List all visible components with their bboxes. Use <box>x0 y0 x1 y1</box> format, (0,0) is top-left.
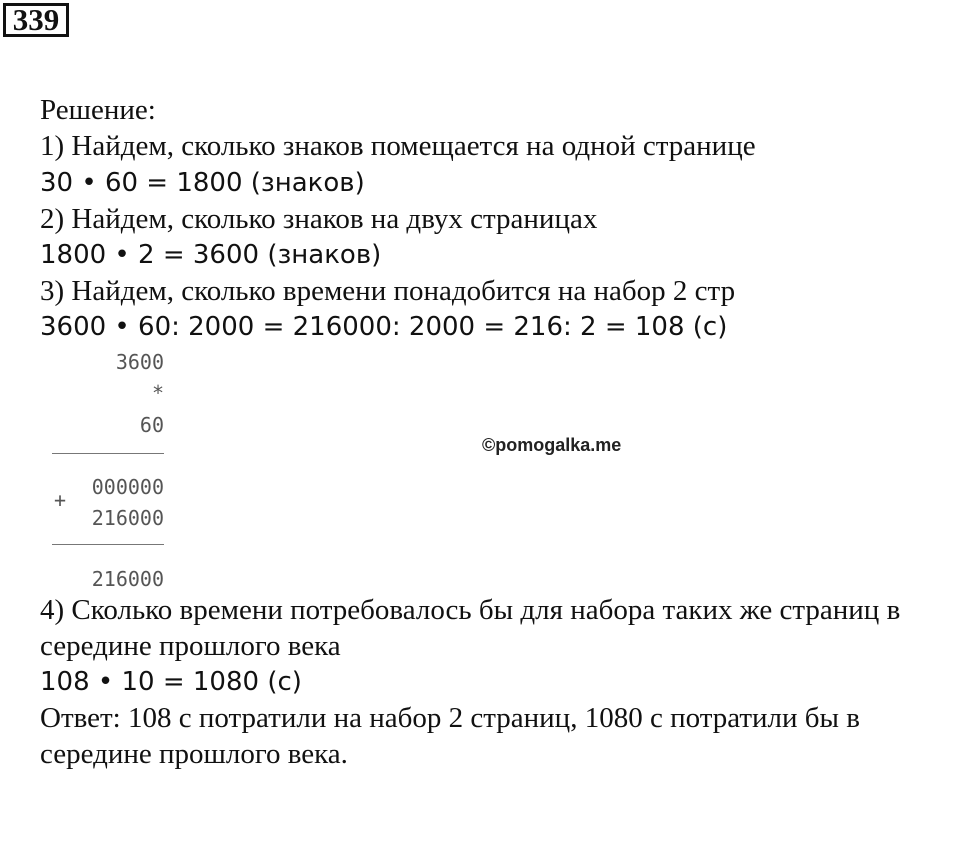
solution-heading: Решение: <box>40 94 156 126</box>
step3-text: 3) Найдем, сколько времени понадобится на набор 2 стр <box>40 275 736 307</box>
step2-calculation: 1800 • 2 = 3600 (знаков) <box>40 240 382 270</box>
multiply-operator: * <box>151 381 164 405</box>
partial-product-1: 000000 <box>91 475 164 499</box>
step4-calculation: 108 • 10 = 1080 (с) <box>40 667 302 697</box>
problem-number: 339 <box>3 3 69 37</box>
step1-calculation: 30 • 60 = 1800 (знаков) <box>40 168 365 198</box>
answer-text: Ответ: 108 с потратили на набор 2 страниц, 1080 с потратили бы в <box>40 702 860 734</box>
step4-text: 4) Сколько времени потребовалось бы для набора таких же страниц в <box>40 594 901 626</box>
multiplicand: 3600 <box>115 350 164 374</box>
column-rule-top <box>52 453 164 454</box>
watermark: ©pomogalka.me <box>482 435 622 455</box>
partial-product-2: 216000 <box>91 506 164 530</box>
multiplier: 60 <box>139 413 164 437</box>
step1-text: 1) Найдем, сколько знаков помещается на одной странице <box>40 130 756 162</box>
column-result: 216000 <box>91 567 164 591</box>
step4-text-continued: середине прошлого века <box>40 630 341 662</box>
column-rule-bottom <box>52 544 164 545</box>
step2-text: 2) Найдем, сколько знаков на двух страницах <box>40 203 598 235</box>
plus-sign: + <box>54 488 67 512</box>
step3-calculation: 3600 • 60: 2000 = 216000: 2000 = 216: 2 = 108 (с) <box>40 312 728 342</box>
answer-text-continued: середине прошлого века. <box>40 738 348 770</box>
